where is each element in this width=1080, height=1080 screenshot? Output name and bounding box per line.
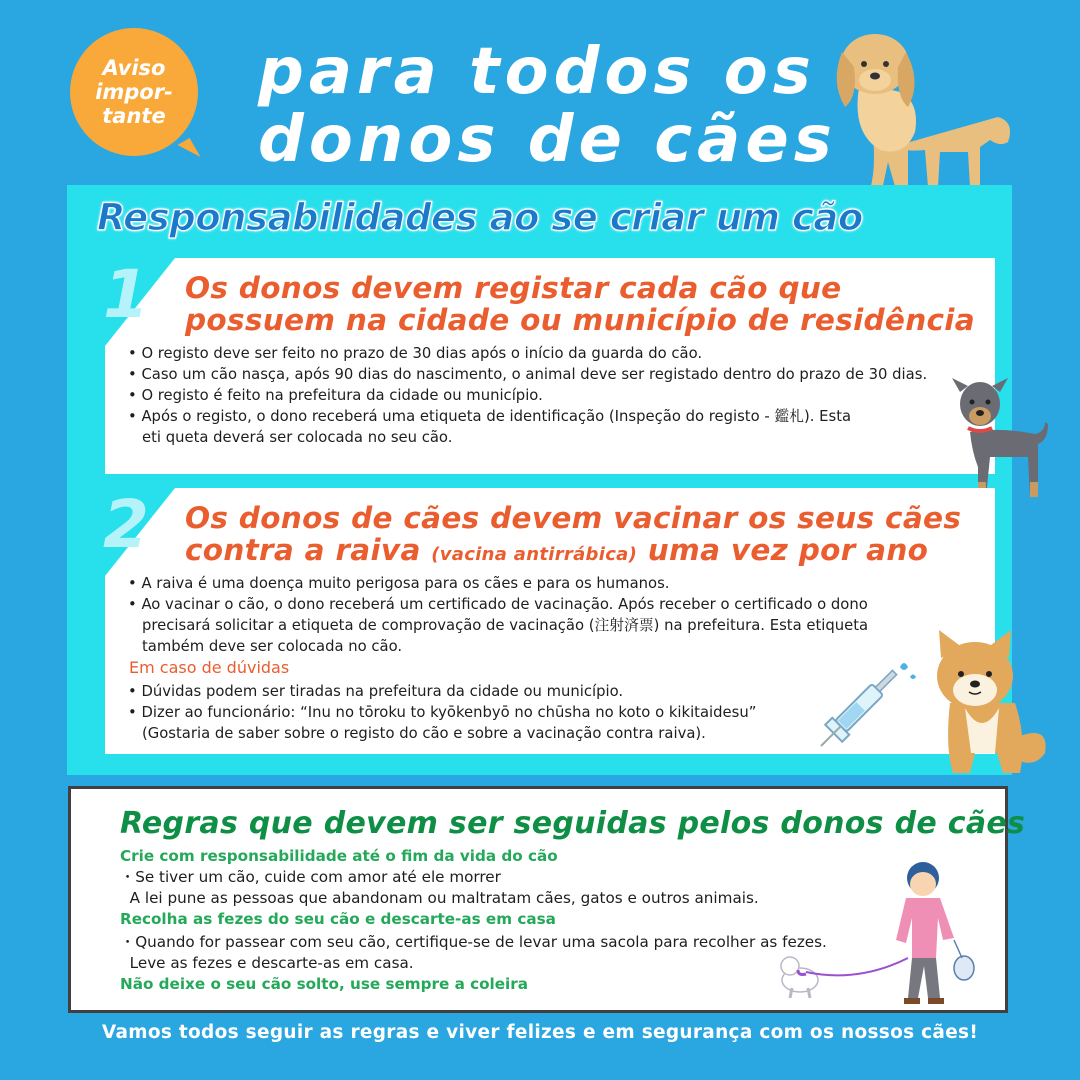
rule-text: ・Se tiver um cão, cuide com amor até ele morrer bbox=[120, 868, 501, 886]
heading-part-small: (vacina antirrábica) bbox=[431, 544, 638, 565]
heading-part: contra a raiva bbox=[185, 533, 432, 567]
notice-badge bbox=[70, 28, 198, 156]
section-1-number: 1 bbox=[103, 256, 149, 333]
list-item: • O registo deve ser feito no prazo de 30 dias após o início da guarda do cão. bbox=[128, 343, 928, 364]
heading-part: uma vez por ano bbox=[637, 533, 929, 567]
section-1-heading bbox=[185, 272, 975, 336]
section-2-bullets bbox=[128, 573, 918, 657]
doubts-bullets bbox=[128, 681, 808, 744]
rules-title: Regras que devem ser seguidas pelos donos de cães bbox=[120, 806, 1026, 841]
page-title: para todos os donos de cães bbox=[258, 35, 837, 177]
golden-retriever-illustration bbox=[830, 22, 1020, 194]
rule-text: Leve as fezes e descarte-as em casa. bbox=[120, 954, 414, 972]
doberman-illustration bbox=[950, 372, 1050, 502]
badge-text: Aviso impor- tante bbox=[95, 56, 173, 128]
footer-message: Vamos todos seguir as regras e viver felizes e em segurança com os nossos cães! bbox=[101, 1022, 979, 1043]
section-2-heading-line2 bbox=[185, 534, 961, 571]
section-1-heading-line1: Os donos devem registar cada cão que bbox=[185, 271, 842, 305]
responsibilities-title: Responsabilidades ao se criar um cão bbox=[97, 196, 863, 239]
section-1-bullets bbox=[128, 343, 928, 448]
section-1-heading-line2: possuem na cidade ou município de residência bbox=[185, 303, 975, 337]
list-item: • O registo é feito na prefeitura da cidade ou município. bbox=[128, 385, 928, 406]
section-2-heading-line1: Os donos de cães devem vacinar os seus cães bbox=[185, 501, 962, 535]
boy-walking-dog-illustration bbox=[778, 858, 978, 1008]
rule-text: A lei pune as pessoas que abandonam ou maltratam cães, gatos e outros animais. bbox=[120, 889, 759, 907]
rule-heading-2: Recolha as fezes do seu cão e descarte-as em casa bbox=[120, 910, 556, 928]
list-item: • Dúvidas podem ser tiradas na prefeitura da cidade ou município. bbox=[128, 681, 808, 702]
section-2-number: 2 bbox=[103, 486, 149, 563]
list-item: • Após o registo, o dono receberá uma etiqueta de identificação (Inspeção do registo - 鑑札). Esta eti queta deverá ser colocada no seu cão. bbox=[128, 406, 862, 448]
list-item: • Dizer ao funcionário: “Inu no tōroku to kyōkenbyō no chūsha no koto o kikitaidesu” (Gostaria de saber sobre o registo do cão e sobre a vacinação contra raiva). bbox=[128, 702, 808, 744]
doubts-title: Em caso de dúvidas bbox=[129, 658, 290, 677]
shiba-dog-illustration bbox=[925, 628, 1055, 776]
rule-heading-3: Não deixe o seu cão solto, use sempre a coleira bbox=[120, 975, 528, 993]
list-item: • Caso um cão nasça, após 90 dias do nascimento, o animal deve ser registado dentro do prazo de 30 dias. bbox=[128, 364, 928, 385]
rule-text: ・Quando for passear com seu cão, certifique-se de levar uma sacola para recolher as fezes. bbox=[120, 933, 827, 951]
list-item: • A raiva é uma doença muito perigosa para os cães e para os humanos. bbox=[128, 573, 918, 594]
section-2-heading bbox=[185, 502, 961, 571]
rule-heading-1: Crie com responsabilidade até o fim da vida do cão bbox=[120, 847, 558, 865]
syringe-icon bbox=[812, 655, 917, 755]
list-item: • Ao vacinar o cão, o dono receberá um certificado de vacinação. Após receber o certificado o dono precisará solicitar a etiqueta de comprovação de vacinação (注射済票) na prefeitura. Esta etiqueta também deve ser colocada no cão. bbox=[128, 594, 918, 657]
